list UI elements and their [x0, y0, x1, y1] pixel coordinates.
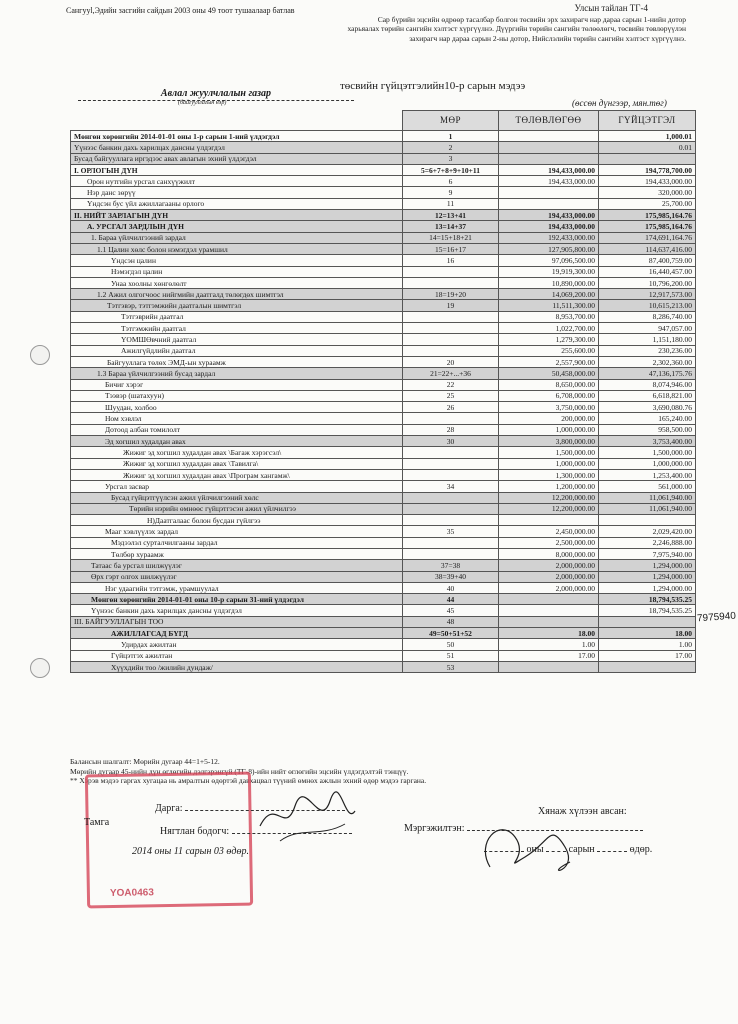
- row-actual: [599, 153, 696, 164]
- row-code: 48: [403, 616, 499, 627]
- row-plan: 194,433,000.00: [499, 164, 599, 175]
- table-row: [71, 255, 696, 266]
- row-label: А. УРСГАЛ ЗАРДЛЫН ДҮН: [71, 221, 403, 232]
- table-row: [71, 243, 696, 254]
- row-code: [403, 334, 499, 345]
- row-plan: 1,279,300.00: [499, 334, 599, 345]
- row-label: Жижиг эд хогшил худалдан авах \Багаж хэрэгсэл\: [71, 447, 403, 458]
- row-actual: 1,294,000.00: [599, 571, 696, 582]
- table-row: [71, 605, 696, 616]
- table-row: [71, 142, 696, 153]
- table-row: [71, 198, 696, 209]
- row-plan: 14,069,200.00: [499, 289, 599, 300]
- row-label: II. НИЙТ ЗАРЛАГЫН ДҮН: [71, 210, 403, 221]
- row-actual: 8,286,740.00: [599, 311, 696, 322]
- row-code: 9: [403, 187, 499, 198]
- row-code: [403, 323, 499, 334]
- row-label: Бичиг хэрэг: [71, 379, 403, 390]
- row-code: [403, 548, 499, 559]
- row-label: Бусад байгууллага иргэдээс авах авлагын эхний үлдэгдэл: [71, 153, 403, 164]
- row-actual: 6,618,821.00: [599, 390, 696, 401]
- row-plan: 1,000,000.00: [499, 424, 599, 435]
- row-label: Өрх гэрт олгох шилжүүлэг: [71, 571, 403, 582]
- row-plan: 1,022,700.00: [499, 323, 599, 334]
- form-code: Улсын тайлан ТГ-4: [574, 3, 648, 13]
- row-actual: 18,794,535.25: [599, 605, 696, 616]
- row-label: Мөнгөн хөрөнгийн 2014-01-01 оны 10-р сарын 31-ний үлдэгдэл: [71, 594, 403, 605]
- row-plan: [499, 594, 599, 605]
- row-label: Урсгал засвар: [71, 481, 403, 492]
- table-row: [71, 469, 696, 480]
- date-day: 03: [213, 846, 224, 857]
- row-code: 35: [403, 526, 499, 537]
- row-code: 45: [403, 605, 499, 616]
- row-plan: [499, 198, 599, 209]
- row-code: [403, 277, 499, 288]
- row-label: Гүйцэтгэх ажилтан: [71, 650, 403, 661]
- table-row: [71, 334, 696, 345]
- handwritten-note: 7975940: [696, 610, 737, 625]
- table-row: [71, 537, 696, 548]
- row-plan: 1,200,000.00: [499, 481, 599, 492]
- column-header: ГҮЙЦЭТГЭЛ: [599, 111, 696, 131]
- row-actual: 1,000,000.00: [599, 458, 696, 469]
- row-actual: 16,440,457.00: [599, 266, 696, 277]
- row-actual: 194,778,700.00: [599, 164, 696, 175]
- table-row: [71, 311, 696, 322]
- row-actual: 10,796,200.00: [599, 277, 696, 288]
- stamp-code: YOA0463: [109, 887, 154, 900]
- row-code: 37=38: [403, 560, 499, 571]
- row-plan: 192,433,000.00: [499, 232, 599, 243]
- row-code: [403, 311, 499, 322]
- row-plan: 6,708,000.00: [499, 390, 599, 401]
- row-actual: 17.00: [599, 650, 696, 661]
- row-code: 5=6+7+8+9+10+11: [403, 164, 499, 175]
- accountant-label: Нягтлан бодогч:: [160, 826, 230, 837]
- row-label: Дотоод албан томилолт: [71, 424, 403, 435]
- form-header: [346, 4, 686, 43]
- row-actual: 114,637,416.00: [599, 243, 696, 254]
- budget-table: [70, 110, 696, 673]
- row-actual: [599, 661, 696, 672]
- signature-scribble: [250, 786, 360, 846]
- row-code: 3: [403, 153, 499, 164]
- row-plan: 3,750,000.00: [499, 402, 599, 413]
- approval-note: Сангууl,Эдийн засгийн сайдын 2003 оны 49 тоот тушаалаар батлав: [66, 6, 295, 15]
- row-actual: 165,240.00: [599, 413, 696, 424]
- row-plan: 10,890,000.00: [499, 277, 599, 288]
- row-label: Үндсэн цалин: [71, 255, 403, 266]
- row-actual: 320,000.00: [599, 187, 696, 198]
- row-plan: 8,953,700.00: [499, 311, 599, 322]
- row-actual: 561,000.00: [599, 481, 696, 492]
- row-plan: [499, 616, 599, 627]
- row-actual: 8,074,946.00: [599, 379, 696, 390]
- row-code: 44: [403, 594, 499, 605]
- row-actual: 175,985,164.76: [599, 210, 696, 221]
- row-plan: 2,450,000.00: [499, 526, 599, 537]
- table-row: [71, 131, 696, 142]
- footnote: Балансын шалгалт: Мөрийн дугаар 44=1+5-12.: [70, 757, 220, 766]
- row-code: 13=14+37: [403, 221, 499, 232]
- row-actual: 175,985,164.76: [599, 221, 696, 232]
- row-plan: 17.00: [499, 650, 599, 661]
- row-plan: 2,000,000.00: [499, 582, 599, 593]
- row-actual: 2,302,360.00: [599, 356, 696, 367]
- row-actual: 25,700.00: [599, 198, 696, 209]
- stamp-label: Тамга: [84, 817, 110, 828]
- table-row: [71, 628, 696, 639]
- row-label: ҮОМШӨвчний даатгал: [71, 334, 403, 345]
- row-plan: 194,433,000.00: [499, 176, 599, 187]
- table-row: [71, 345, 696, 356]
- row-label: I. ОРЛОГЫН ДҮН: [71, 164, 403, 175]
- row-label: Мааг хэвлүүлэх зардал: [71, 526, 403, 537]
- row-actual: 10,615,213.00: [599, 300, 696, 311]
- row-label: Бусад гүйцэтгүүлсэн ажил үйлчилгээний хөлс: [71, 492, 403, 503]
- row-actual: 47,136,175.76: [599, 368, 696, 379]
- row-code: 16: [403, 255, 499, 266]
- row-code: 21=22+...+36: [403, 368, 499, 379]
- table-row: [71, 368, 696, 379]
- table-row: [71, 458, 696, 469]
- table-row: [71, 571, 696, 582]
- row-plan: 97,096,500.00: [499, 255, 599, 266]
- table-row: [71, 436, 696, 447]
- table-row: [71, 289, 696, 300]
- table-row: [71, 560, 696, 571]
- column-header: МӨР: [403, 111, 499, 131]
- row-code: [403, 492, 499, 503]
- accountant-date: 2014 оны 11 сарын 03 өдөр.: [132, 846, 249, 857]
- table-row: [71, 481, 696, 492]
- table-row: [71, 176, 696, 187]
- table-row: [71, 594, 696, 605]
- row-actual: 1,294,000.00: [599, 582, 696, 593]
- row-code: [403, 447, 499, 458]
- row-actual: 1,253,400.00: [599, 469, 696, 480]
- table-row: [71, 492, 696, 503]
- row-actual: 230,236.00: [599, 345, 696, 356]
- row-code: 25: [403, 390, 499, 401]
- row-plan: 2,500,000.00: [499, 537, 599, 548]
- reviewer-title: Хянаж хүлээн авсан:: [538, 806, 627, 817]
- row-actual: 18.00: [599, 628, 696, 639]
- table-row: [71, 277, 696, 288]
- row-code: 30: [403, 436, 499, 447]
- row-actual: 947,057.00: [599, 323, 696, 334]
- row-actual: 7,975,940.00: [599, 548, 696, 559]
- table-row: [71, 221, 696, 232]
- row-code: [403, 345, 499, 356]
- row-code: [403, 458, 499, 469]
- column-header: ТӨЛӨВЛӨГӨӨ: [499, 111, 599, 131]
- row-label: Ном хэвлэл: [71, 413, 403, 424]
- row-code: 2: [403, 142, 499, 153]
- table-row: [71, 266, 696, 277]
- row-code: 1: [403, 131, 499, 142]
- row-label: Эд хогшил худалдан авах: [71, 436, 403, 447]
- official-stamp: [85, 772, 253, 909]
- table-row: [71, 424, 696, 435]
- row-label: Татаас ба урсгал шилжүүлэг: [71, 560, 403, 571]
- row-plan: 200,000.00: [499, 413, 599, 424]
- row-label: Төлбөр хураамж: [71, 548, 403, 559]
- row-label: Тэтгэвэр, тэтгэмжийн даатгалын шимтгэл: [71, 300, 403, 311]
- row-actual: 18,794,535.25: [599, 594, 696, 605]
- row-label: Нэг удаагийн тэтгэмж, урамшуулал: [71, 582, 403, 593]
- row-code: [403, 266, 499, 277]
- row-code: 22: [403, 379, 499, 390]
- table-row: [71, 153, 696, 164]
- row-actual: 2,029,420.00: [599, 526, 696, 537]
- table-row: [71, 402, 696, 413]
- row-plan: 1,000,000.00: [499, 458, 599, 469]
- row-label: Н)Даатгалаас болон бусдан гүйлгээ: [71, 515, 403, 526]
- row-label: Хүүхдийн тоо /жилийн дундаж/: [71, 661, 403, 672]
- table-row: [71, 515, 696, 526]
- row-label: Жижиг эд хогшил худалдан авах \Тавилга\: [71, 458, 403, 469]
- row-code: [403, 469, 499, 480]
- row-label: АЖИЛЛАГСАД БҮГД: [71, 628, 403, 639]
- row-code: 28: [403, 424, 499, 435]
- row-code: [403, 413, 499, 424]
- reviewer-signature-scribble: [470, 812, 580, 882]
- row-actual: [599, 515, 696, 526]
- row-plan: [499, 142, 599, 153]
- row-plan: [499, 661, 599, 672]
- punch-hole: [30, 658, 50, 678]
- row-actual: 174,691,164.76: [599, 232, 696, 243]
- row-label: Удирдах ажилтан: [71, 639, 403, 650]
- table-row: [71, 390, 696, 401]
- table-row: [71, 447, 696, 458]
- row-plan: [499, 515, 599, 526]
- specialist-date: оны сарын өдөр.: [484, 844, 652, 855]
- row-code: 53: [403, 661, 499, 672]
- row-code: 34: [403, 481, 499, 492]
- table-row: [71, 187, 696, 198]
- row-plan: 12,200,000.00: [499, 492, 599, 503]
- row-plan: 255,600.00: [499, 345, 599, 356]
- row-code: 6: [403, 176, 499, 187]
- row-label: 1.2 Ажил олгогчоос нийгмийн даатгалд төлөгдөх шимтгэл: [71, 289, 403, 300]
- row-code: 15=16+17: [403, 243, 499, 254]
- table-row: [71, 639, 696, 650]
- row-plan: 194,433,000.00: [499, 221, 599, 232]
- row-label: Үндсэн бус үйл ажиллагааны орлого: [71, 198, 403, 209]
- row-plan: [499, 153, 599, 164]
- row-label: Төрийн нэрийн өмнөөс гүйцэтгэсэн ажил үйлчилгээ: [71, 503, 403, 514]
- row-label: Үүнээс банкин дахь харилцах дансны үлдэгдэл: [71, 605, 403, 616]
- row-plan: 2,000,000.00: [499, 560, 599, 571]
- footnote: ** Хэрэв мэдээ гаргах хугацаа нь амралтын өдөртэй давхацвал түүний өмнөх ажлын эхний өдөр мэдээ гаргана.: [70, 776, 427, 785]
- row-actual: 194,433,000.00: [599, 176, 696, 187]
- row-plan: [499, 605, 599, 616]
- director-label: Дарга:: [155, 803, 183, 814]
- row-actual: 11,061,940.00: [599, 492, 696, 503]
- row-label: 1. Бараа үйлчилгээний зардал: [71, 232, 403, 243]
- row-plan: 2,000,000.00: [499, 571, 599, 582]
- row-actual: 958,500.00: [599, 424, 696, 435]
- row-plan: 50,458,000.00: [499, 368, 599, 379]
- row-plan: 8,000,000.00: [499, 548, 599, 559]
- table-row: [71, 210, 696, 221]
- row-code: [403, 503, 499, 514]
- row-label: Унаа хоолны хөнгөлөлт: [71, 277, 403, 288]
- row-actual: 1,151,180.00: [599, 334, 696, 345]
- row-actual: 1,500,000.00: [599, 447, 696, 458]
- row-label: Нэмэгдэл цалин: [71, 266, 403, 277]
- table-row: [71, 503, 696, 514]
- table-row: [71, 582, 696, 593]
- footnote: Мөрийн дугаар 45-нийн дүн өглөгийн дэлгэрэнгүй (ТГ-8)-ийн нийт өглөгийн эцсийн үлдэгдэлтэй тэнцүү.: [70, 766, 409, 776]
- row-label: Шуудан, холбоо: [71, 402, 403, 413]
- table-row: [71, 323, 696, 334]
- row-plan: 19,919,300.00: [499, 266, 599, 277]
- row-actual: [599, 616, 696, 627]
- row-code: 51: [403, 650, 499, 661]
- row-plan: [499, 131, 599, 142]
- row-actual: 1,000.01: [599, 131, 696, 142]
- table-row: [71, 650, 696, 661]
- row-actual: 3,690,080.76: [599, 402, 696, 413]
- row-actual: 3,753,400.00: [599, 436, 696, 447]
- row-actual: 2,246,888.00: [599, 537, 696, 548]
- row-actual: 1.00: [599, 639, 696, 650]
- row-plan: 18.00: [499, 628, 599, 639]
- row-actual: 11,061,940.00: [599, 503, 696, 514]
- table-row: [71, 232, 696, 243]
- table-row: [71, 526, 696, 537]
- row-code: 40: [403, 582, 499, 593]
- table-row: [71, 356, 696, 367]
- report-title: төсвийн гүйцэтгэлийн10-р сарын мэдээ: [340, 80, 526, 92]
- row-plan: 194,433,000.00: [499, 210, 599, 221]
- table-row: [71, 661, 696, 672]
- row-plan: 11,511,300.00: [499, 300, 599, 311]
- row-code: 18=19+20: [403, 289, 499, 300]
- row-actual: 0.01: [599, 142, 696, 153]
- submission-instructions: Сар бүрийн эцсийн өдрөөр тасалбар болгон төсвийн эрх захирагч нар дараа сарын 1-нийн дотор харьяалах төрийн сангийн хэлтэст хүргүүлнэ. Дүүргийн төрийн сангийн төлөөлөгч, төсвийн төвлөрүүлэн захирагч нар дараа сарын 2-ны дотор, Нийслэлийн төрийн сангийн хэлтэст хүргүүлнэ.: [347, 14, 686, 43]
- specialist-label: Мэргэжилтэн:: [404, 823, 465, 834]
- row-label: Тээвэр (шатахуун): [71, 390, 403, 401]
- row-code: 38=39+40: [403, 571, 499, 582]
- organization-caption: (байгууллагын нэр): [178, 100, 227, 106]
- row-plan: [499, 187, 599, 198]
- row-label: Үүнээс банкин дахь харилцах дансны үлдэгдэл: [71, 142, 403, 153]
- table-row: [71, 379, 696, 390]
- header-blank: [71, 111, 403, 131]
- row-label: Байгууллага төлөх ЭМД-ын хураамж: [71, 356, 403, 367]
- punch-hole: [30, 345, 50, 365]
- row-label: Тэтгэмжийн даатгал: [71, 323, 403, 334]
- row-code: 14=15+18+21: [403, 232, 499, 243]
- table-row: [71, 548, 696, 559]
- row-actual: 1,294,000.00: [599, 560, 696, 571]
- row-label: Мөнгөн хөрөнгийн 2014-01-01 оны 1-р сарын 1-ний үлдэгдэл: [71, 131, 403, 142]
- row-label: 1.3 Бараа үйлчилгээний бусад зардал: [71, 368, 403, 379]
- row-label: Орон нутгийн урсгал санхүүжилт: [71, 176, 403, 187]
- date-month: 11: [173, 846, 183, 857]
- organization-name: Авлал жуулчлалын газар: [78, 88, 354, 101]
- row-plan: 1,500,000.00: [499, 447, 599, 458]
- row-label: 1.1 Цалин хөлс болон нэмэгдэл урамшил: [71, 243, 403, 254]
- date-year: 2014: [132, 846, 152, 857]
- table-row: [71, 616, 696, 627]
- unit-note: (өссөн дүнгээр, мян.төг): [572, 98, 667, 108]
- row-label: Нэр данс зөрүү: [71, 187, 403, 198]
- row-label: Ажилгүйдлийн даатгал: [71, 345, 403, 356]
- row-label: III. БАЙГУУЛЛАГЫН ТОО: [71, 616, 403, 627]
- row-code: 19: [403, 300, 499, 311]
- row-code: [403, 515, 499, 526]
- row-code: 20: [403, 356, 499, 367]
- row-plan: 8,650,000.00: [499, 379, 599, 390]
- table-row: [71, 164, 696, 175]
- row-actual: 12,917,573.00: [599, 289, 696, 300]
- row-code: 12=13+41: [403, 210, 499, 221]
- row-plan: 1,300,000.00: [499, 469, 599, 480]
- row-label: Тэтгэврийн даатгал: [71, 311, 403, 322]
- row-plan: 3,800,000.00: [499, 436, 599, 447]
- row-plan: 127,905,800.00: [499, 243, 599, 254]
- row-code: [403, 537, 499, 548]
- row-actual: 87,400,759.00: [599, 255, 696, 266]
- table-header: [71, 111, 696, 131]
- row-code: 49=50+51+52: [403, 628, 499, 639]
- row-code: 26: [403, 402, 499, 413]
- row-code: 50: [403, 639, 499, 650]
- row-code: 11: [403, 198, 499, 209]
- row-label: Мэдээлэл сурталчилгааны зардал: [71, 537, 403, 548]
- row-label: Жижиг эд хогшил худалдан авах \Програм хангамж\: [71, 469, 403, 480]
- row-plan: 1.00: [499, 639, 599, 650]
- table-row: [71, 300, 696, 311]
- row-plan: 2,557,900.00: [499, 356, 599, 367]
- row-plan: 12,200,000.00: [499, 503, 599, 514]
- table-row: [71, 413, 696, 424]
